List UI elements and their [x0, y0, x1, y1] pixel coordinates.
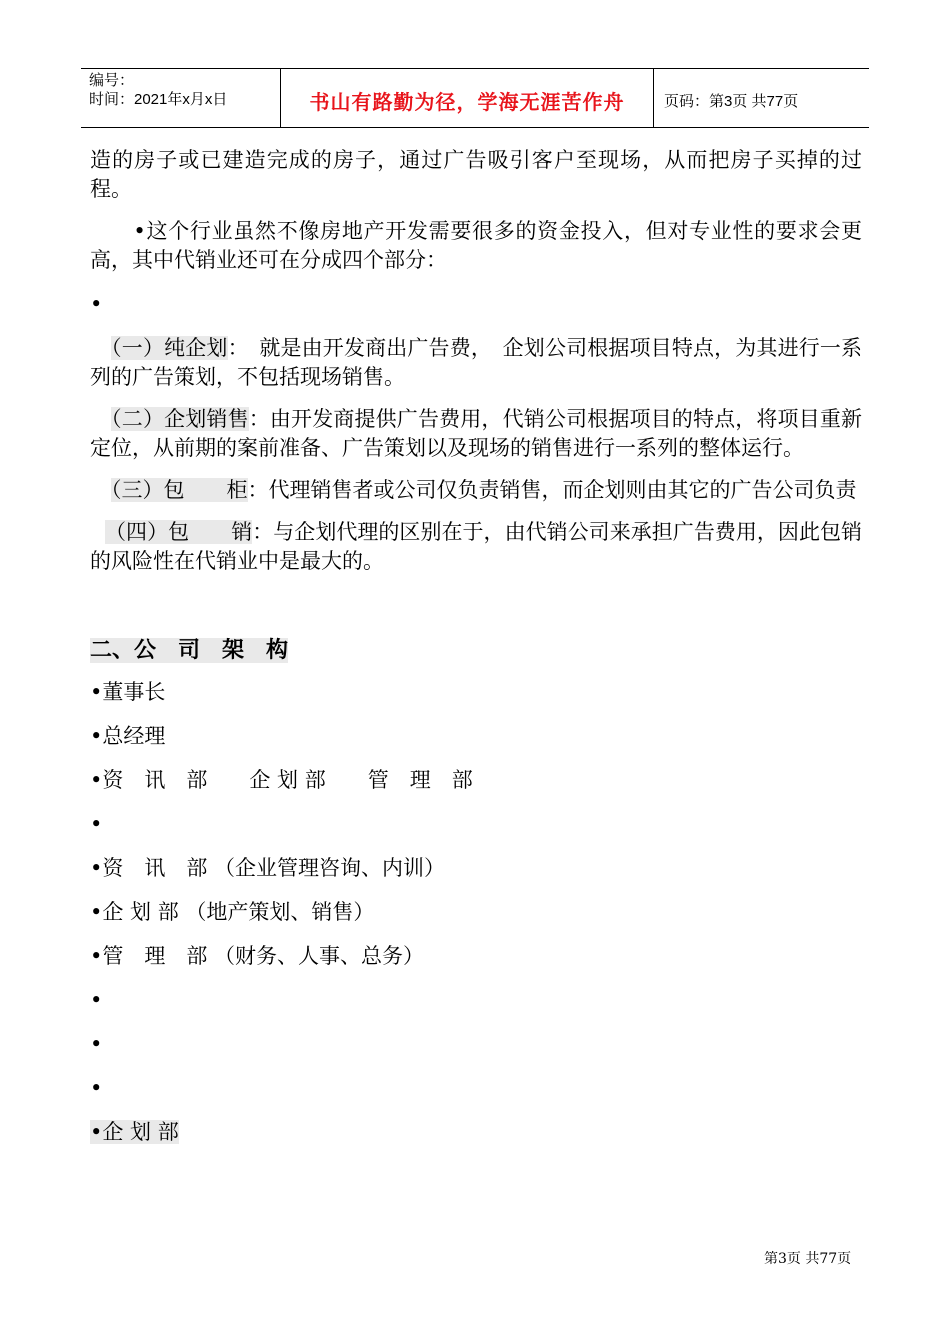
list-item: •资 讯 部 企 划 部 管 理 部: [90, 768, 473, 792]
planning-sales-label: （二）企划销售: [111, 407, 249, 431]
page-header: [81, 68, 869, 128]
pure-planning-text: ： 就是由开发商出广告费， 企划公司根据项目特点，为其进行一系列的广告策划，不包括现场销售。: [90, 336, 863, 389]
list-item: •: [90, 812, 103, 836]
paragraph-industry: •这个行业虽然不像房地产开发需要很多的资金投入，但对专业性的要求会更高，其中代销业还可在分成四个部分：: [90, 219, 862, 272]
list-item: •: [90, 1076, 103, 1100]
paragraph-underwriting: [90, 518, 862, 576]
underwriting-text: ：与企划代理的区别在于，由代销公司来承担广告费用，因此包销的风险性在代销业中是最大的。: [90, 520, 863, 573]
header-meta-cell: [81, 69, 281, 127]
list-item: •董事长: [90, 680, 166, 704]
planning-sales-text: ：由开发商提供广告费用，代销公司根据项目的特点，将项目重新定位，从前期的案前准备、广告策划以及现场的销售进行一系列的整体运行。: [90, 407, 863, 460]
serial-label: 编号：: [89, 72, 135, 89]
section-title-company-structure: [90, 636, 862, 666]
list-item: •总经理: [90, 724, 166, 748]
paragraph-counter-package: [90, 476, 862, 505]
footer-page-number: 第3页 共77页: [764, 1251, 852, 1267]
empty-bullet: •: [90, 292, 103, 316]
header-page-cell: [654, 69, 869, 127]
paragraph-planning-sales: [90, 405, 862, 463]
list-item: •: [90, 1032, 103, 1056]
header-motto-cell: [281, 69, 654, 127]
date-label: 时间：2021年x月x日: [89, 91, 228, 108]
counter-package-label: （三）包 柜: [111, 478, 248, 502]
page-content: [90, 146, 862, 1147]
structure-list: [90, 678, 862, 1147]
underwriting-label: （四）包 销: [105, 520, 253, 544]
list-item: •企 划 部 （地产策划、销售）: [90, 900, 375, 924]
header-motto: 书山有路勤为径，学海无涯苦作舟: [309, 89, 625, 114]
list-item: •管 理 部 （财务、人事、总务）: [90, 944, 425, 968]
list-item: [90, 1118, 862, 1147]
company-structure-title: 二、公 司 架 构: [90, 638, 289, 663]
header-page-number: 页码：第3页 共77页: [664, 92, 799, 110]
list-item: •资 讯 部 （企业管理咨询、内训）: [90, 856, 446, 880]
paragraph-intro-continued: 造的房子或已建造完成的房子，通过广告吸引客户至现场，从而把房子买掉的过程。: [90, 148, 862, 201]
list-item: •: [90, 988, 103, 1012]
paragraph-pure-planning: [90, 334, 862, 392]
planning-dept-item: •企 划 部: [90, 1120, 179, 1144]
page-footer: [764, 1248, 851, 1268]
pure-planning-label: （一）纯企划: [111, 336, 228, 360]
counter-package-text: ：代理销售者或公司仅负责销售，而企划则由其它的广告公司负责: [247, 478, 857, 502]
